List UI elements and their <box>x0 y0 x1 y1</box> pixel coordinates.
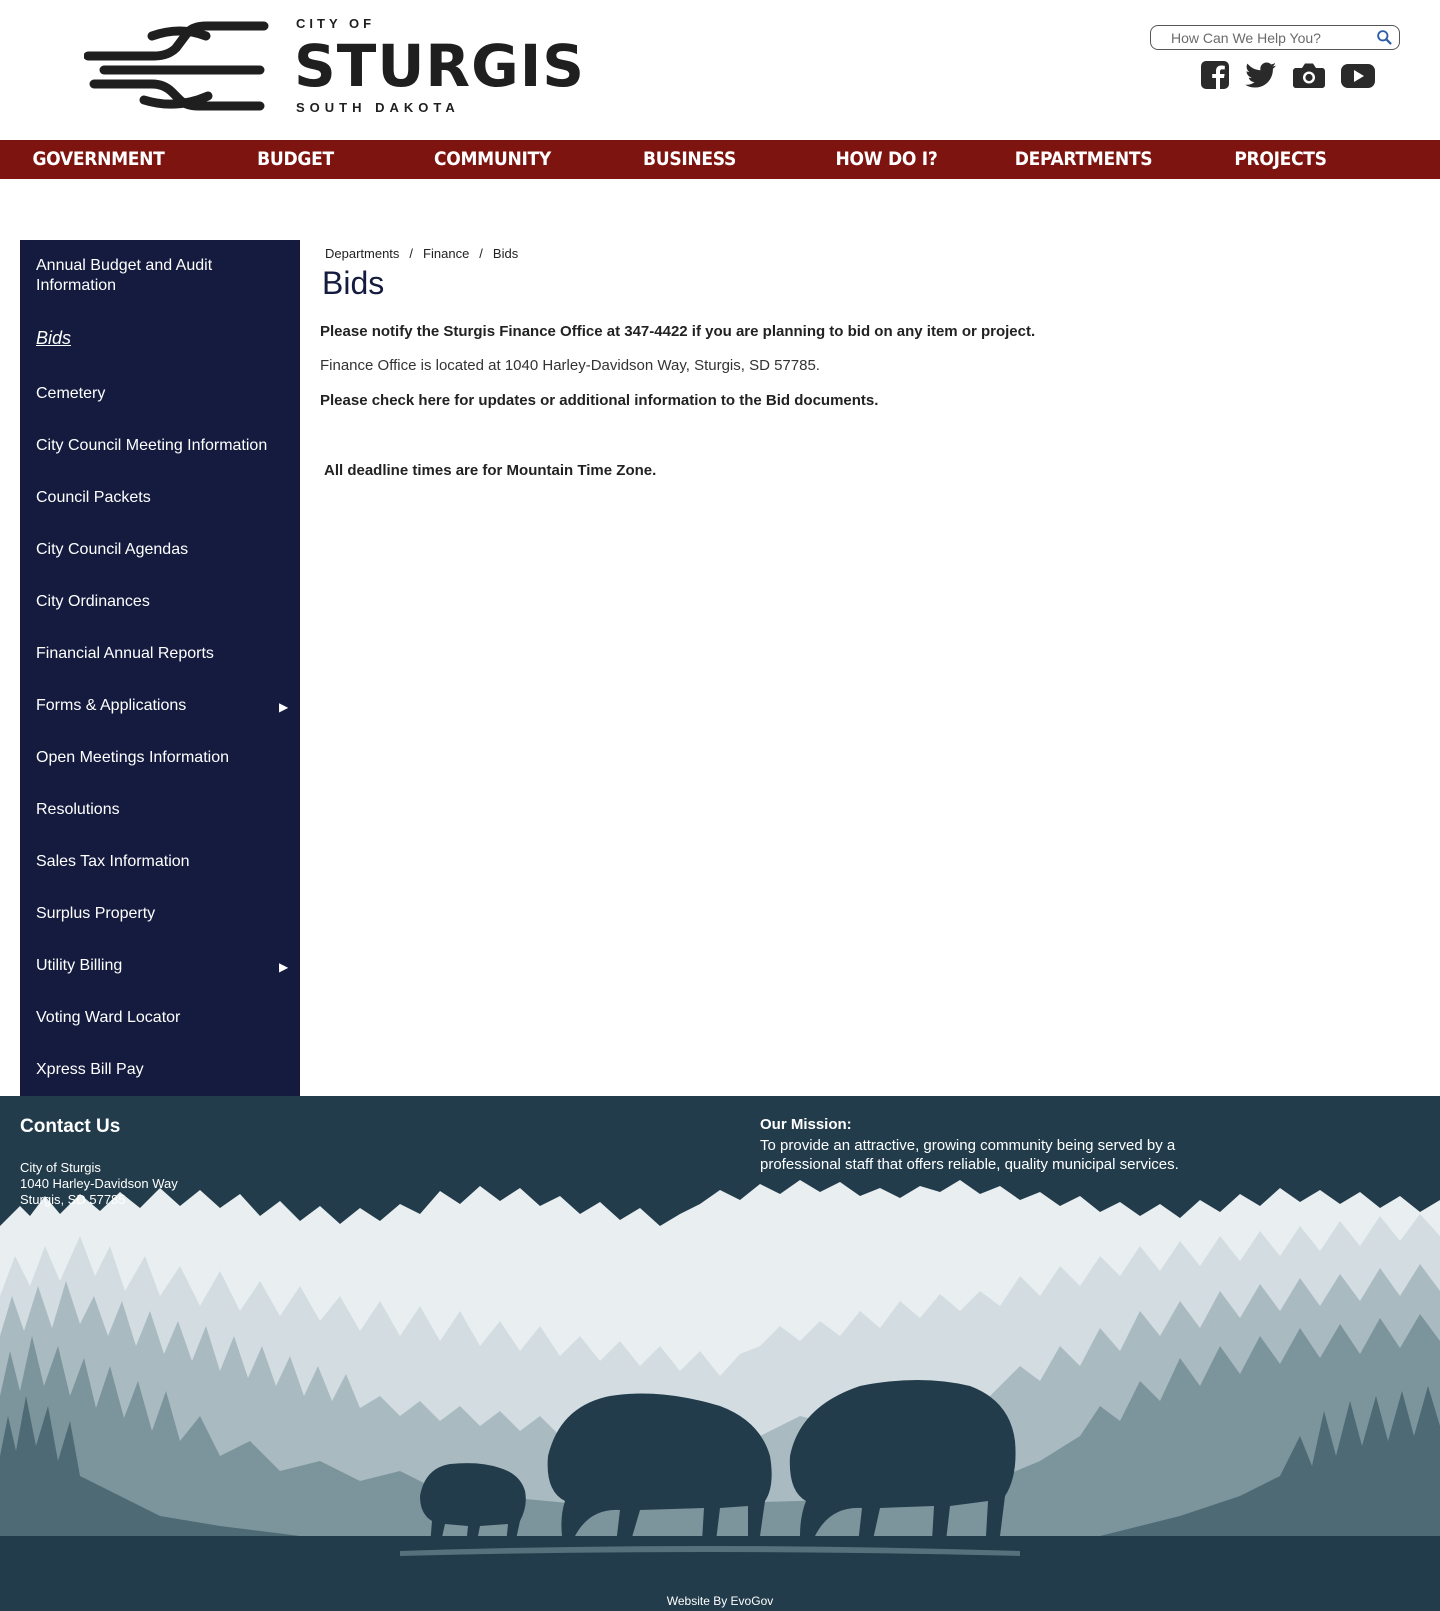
contact-address <box>20 1160 178 1208</box>
updates-text: Please check here for updates or additional information to the Bid documents. <box>320 392 879 409</box>
youtube-icon[interactable] <box>1340 59 1376 91</box>
camera-icon[interactable] <box>1292 59 1326 91</box>
sidebar-item-sales-tax[interactable]: Sales Tax Information <box>36 853 190 870</box>
sidebar-item-xpress-bill-pay[interactable]: Xpress Bill Pay <box>36 1061 144 1078</box>
sidebar-item-council-packets[interactable]: Council Packets <box>36 489 151 506</box>
mission-title: Our Mission: <box>760 1116 852 1133</box>
contact-line: City of Sturgis <box>20 1160 101 1175</box>
breadcrumb-finance[interactable]: Finance <box>423 246 470 261</box>
sidebar-item-surplus-property[interactable]: Surplus Property <box>36 905 156 922</box>
breadcrumb-current: Bids <box>492 246 519 261</box>
sidebar-item-open-meetings[interactable]: Open Meetings Information <box>36 749 229 766</box>
contact-line: 1040 Harley-Davidson Way <box>20 1176 178 1191</box>
breadcrumb <box>325 246 518 261</box>
nav-item-how-do-i[interactable]: HOW DO I? <box>835 148 938 170</box>
mission-text: To provide an attractive, growing community being served by a professional staff that offers reliable, quality municipal services. <box>760 1137 1179 1173</box>
sidebar-item-financial-reports[interactable]: Financial Annual Reports <box>36 645 214 662</box>
search-input[interactable] <box>1171 29 1371 46</box>
contact-line: Sturgis, SD 57785 <box>20 1192 126 1207</box>
logo-city-name: STURGIS <box>294 32 586 100</box>
logo-state: SOUTH DAKOTA <box>296 100 460 115</box>
social-links <box>1200 58 1376 92</box>
deadline-text: All deadline times are for Mountain Time Zone. <box>324 462 657 479</box>
notice-text: Please notify the Sturgis Finance Office at 347-4422 if you are planning to bid on any item or project. <box>320 323 1036 340</box>
sidebar-item-bids[interactable]: Bids <box>36 328 72 348</box>
breadcrumb-departments[interactable]: Departments <box>325 246 400 261</box>
city-logo[interactable] <box>84 14 584 118</box>
logo-city-of: CITY OF <box>296 16 376 31</box>
sidebar-item-council-meeting-info[interactable]: City Council Meeting Information <box>36 437 268 454</box>
breadcrumb-separator: / <box>479 246 483 261</box>
sidebar-item-annual-budget[interactable]: Annual Budget and Audit Information <box>36 257 213 294</box>
sidebar-item-forms-applications[interactable]: Forms & Applications <box>36 697 187 714</box>
sidebar-item-utility-billing[interactable]: Utility Billing <box>36 957 123 974</box>
nav-item-budget[interactable]: BUDGET <box>257 148 334 170</box>
logo-emblem-icon <box>84 14 274 118</box>
breadcrumb-separator: / <box>409 246 414 261</box>
search-box <box>1150 25 1400 50</box>
expand-arrow-icon[interactable]: ▶ <box>279 960 289 974</box>
page-title: Bids <box>322 265 385 301</box>
nav-item-community[interactable]: COMMUNITY <box>434 148 551 170</box>
contact-title: Contact Us <box>20 1116 121 1137</box>
sidebar-item-resolutions[interactable]: Resolutions <box>36 801 120 818</box>
sidebar-item-voting-ward[interactable]: Voting Ward Locator <box>36 1009 181 1026</box>
facebook-icon[interactable] <box>1200 59 1230 91</box>
site-header <box>0 0 1440 140</box>
sidebar-item-city-ordinances[interactable]: City Ordinances <box>36 593 150 610</box>
nav-item-projects[interactable]: PROJECTS <box>1234 148 1327 170</box>
main-nav <box>0 140 1440 179</box>
sidebar-menu <box>20 240 300 1096</box>
nav-item-departments[interactable]: DEPARTMENTS <box>1014 148 1153 170</box>
site-footer <box>0 1096 1440 1611</box>
twitter-icon[interactable] <box>1244 59 1278 91</box>
sidebar-item-cemetery[interactable]: Cemetery <box>36 385 106 402</box>
nav-item-government[interactable]: GOVERNMENT <box>32 148 165 170</box>
site-credit-link[interactable]: Website By EvoGov <box>666 1594 774 1608</box>
search-icon[interactable] <box>1376 29 1393 46</box>
expand-arrow-icon[interactable]: ▶ <box>279 700 289 714</box>
nav-item-business[interactable]: BUSINESS <box>643 148 736 170</box>
location-text: Finance Office is located at 1040 Harley-Davidson Way, Sturgis, SD 57785. <box>320 357 820 374</box>
sidebar-item-council-agendas[interactable]: City Council Agendas <box>36 541 189 558</box>
